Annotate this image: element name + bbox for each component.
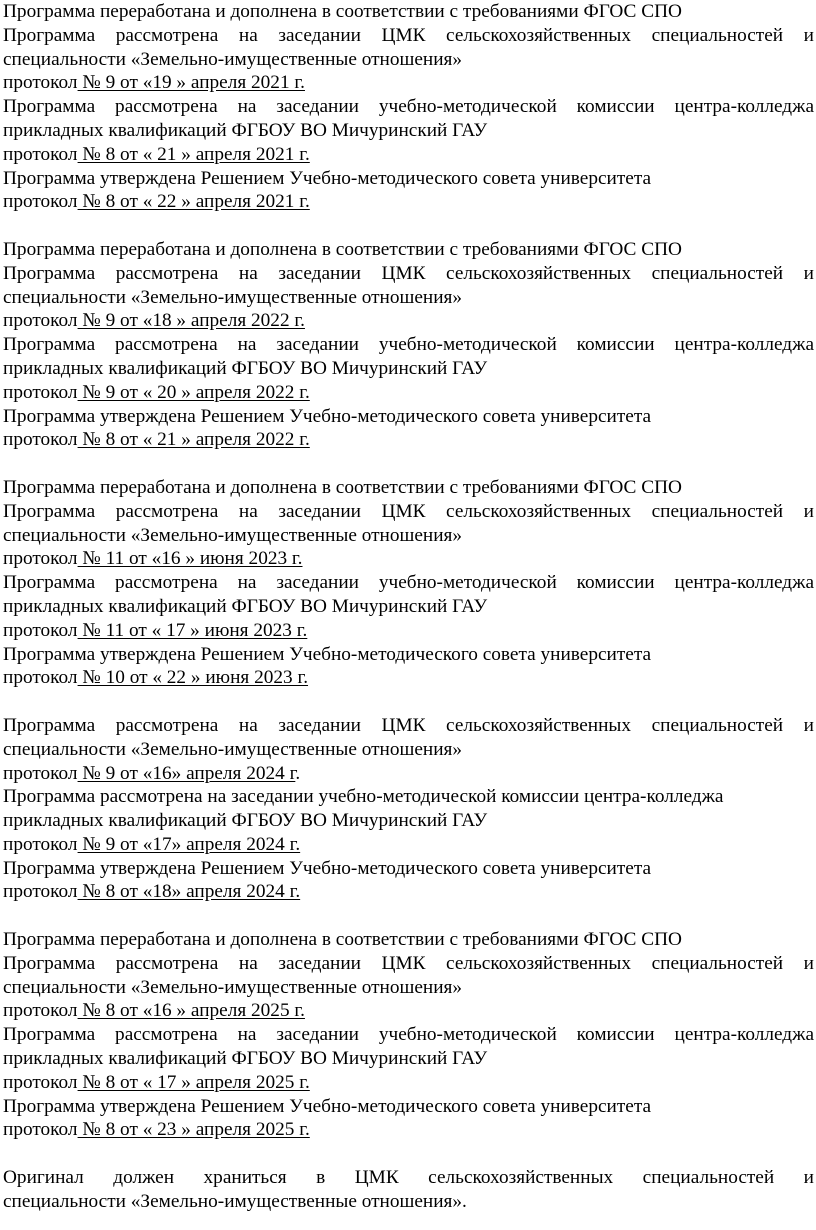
revised-note: Программа переработана и дополнена в соответствии с требованиями ФГОС СПО bbox=[3, 238, 682, 260]
cmk-specialty-line: специальности «Земельно-имущественные отношения» bbox=[3, 524, 463, 546]
protocol-number: № 11 от « 17 » июня 2023 г. bbox=[77, 619, 308, 641]
umk-institution-line: прикладных квалификаций ФГБОУ ВО Мичуринский ГАУ bbox=[3, 357, 488, 379]
protocol-prefix: протокол bbox=[3, 762, 78, 784]
cmk-protocol bbox=[3, 999, 814, 1023]
umk-protocol bbox=[3, 143, 814, 167]
protocol-number: № 8 от « 23 » апреля 2025 г. bbox=[77, 1119, 310, 1141]
protocol-number: № 8 от « 21 » апреля 2021 г. bbox=[77, 143, 310, 165]
cmk-specialty-line: специальности «Земельно-имущественные отношения» bbox=[3, 48, 463, 70]
revision-block-2025 bbox=[3, 928, 814, 1142]
storage-note-line1: Оригинал должен храниться в ЦМК сельскохозяйственных специальностей и bbox=[3, 1167, 814, 1189]
protocol-prefix: протокол bbox=[3, 833, 78, 855]
protocol-prefix: протокол bbox=[3, 548, 78, 570]
approved-protocol bbox=[3, 880, 814, 904]
cmk-review-line: Программа рассмотрена на заседании ЦМК сельскохозяйственных специальностей и bbox=[3, 952, 814, 974]
protocol-prefix: протокол bbox=[3, 381, 78, 403]
spacer bbox=[3, 690, 814, 714]
protocol-number: № 8 от « 17 » апреля 2025 г. bbox=[77, 1071, 310, 1093]
umk-protocol bbox=[3, 1071, 814, 1095]
protocol-prefix: протокол bbox=[3, 1000, 78, 1022]
umk-institution-line: прикладных квалификаций ФГБОУ ВО Мичуринский ГАУ bbox=[3, 810, 488, 832]
protocol-prefix: протокол bbox=[3, 881, 78, 903]
umk-institution-line: прикладных квалификаций ФГБОУ ВО Мичуринский ГАУ bbox=[3, 119, 488, 141]
revision-block-2024 bbox=[3, 714, 814, 904]
cmk-protocol bbox=[3, 71, 814, 95]
protocol-number: № 9 от «17» апреля 2024 г. bbox=[77, 833, 301, 855]
protocol-number: № 10 от « 22 » июня 2023 г. bbox=[77, 667, 309, 689]
cmk-specialty-line: специальности «Земельно-имущественные отношения» bbox=[3, 738, 463, 760]
approved-note: Программа утверждена Решением Учебно-методического совета университета bbox=[3, 857, 652, 879]
umk-review-line: Программа рассмотрена на заседании учебно-методической комиссии центра-колледжа bbox=[3, 96, 814, 118]
protocol-prefix: протокол bbox=[3, 191, 78, 213]
umk-review-line: Программа рассмотрена на заседании учебно-методической комиссии центра-колледжа bbox=[3, 1024, 814, 1046]
protocol-number: № 8 от «16 » апреля 2025 г. bbox=[77, 1000, 305, 1022]
revision-block-2021 bbox=[3, 0, 814, 214]
protocol-prefix: протокол bbox=[3, 1119, 78, 1141]
approved-protocol bbox=[3, 666, 814, 690]
protocol-number: № 9 от « 20 » апреля 2022 г. bbox=[77, 381, 310, 403]
spacer bbox=[3, 452, 814, 476]
protocol-prefix: протокол bbox=[3, 429, 78, 451]
revision-block-2022 bbox=[3, 238, 814, 452]
revision-block-2023 bbox=[3, 476, 814, 690]
spacer bbox=[3, 214, 814, 238]
protocol-number: № 9 от «16» апреля 2024 г bbox=[77, 762, 296, 784]
cmk-specialty-line: специальности «Земельно-имущественные отношения» bbox=[3, 976, 463, 998]
protocol-tail: . bbox=[295, 762, 301, 784]
cmk-review-line: Программа рассмотрена на заседании ЦМК сельскохозяйственных специальностей и bbox=[3, 500, 814, 522]
umk-review-line: Программа рассмотрена на заседании учебно-методической комиссии центра-колледжа bbox=[3, 786, 724, 808]
umk-protocol bbox=[3, 381, 814, 405]
cmk-protocol bbox=[3, 309, 814, 333]
umk-review-line: Программа рассмотрена на заседании учебно-методической комиссии центра-колледжа bbox=[3, 334, 814, 356]
cmk-review-line: Программа рассмотрена на заседании ЦМК сельскохозяйственных специальностей и bbox=[3, 262, 814, 284]
cmk-specialty-line: специальности «Земельно-имущественные отношения» bbox=[3, 286, 463, 308]
umk-protocol bbox=[3, 619, 814, 643]
protocol-number: № 9 от «19 » апреля 2021 г. bbox=[77, 72, 305, 94]
protocol-number: № 8 от «18» апреля 2024 г. bbox=[77, 881, 301, 903]
protocol-number: № 9 от «18 » апреля 2022 г. bbox=[77, 310, 305, 332]
approved-protocol bbox=[3, 428, 814, 452]
approved-note: Программа утверждена Решением Учебно-методического совета университета bbox=[3, 167, 652, 189]
protocol-prefix: протокол bbox=[3, 72, 78, 94]
protocol-number: № 11 от «16 » июня 2023 г. bbox=[77, 548, 303, 570]
approved-protocol bbox=[3, 190, 814, 214]
cmk-review-line: Программа рассмотрена на заседании ЦМК сельскохозяйственных специальностей и bbox=[3, 714, 814, 736]
approved-protocol bbox=[3, 1118, 814, 1142]
protocol-prefix: протокол bbox=[3, 143, 78, 165]
revised-note: Программа переработана и дополнена в соответствии с требованиями ФГОС СПО bbox=[3, 476, 682, 498]
approved-note: Программа утверждена Решением Учебно-методического совета университета bbox=[3, 405, 652, 427]
storage-note-line2: специальности «Земельно-имущественные отношения». bbox=[3, 1190, 467, 1212]
spacer bbox=[3, 904, 814, 928]
revised-note: Программа переработана и дополнена в соответствии с требованиями ФГОС СПО bbox=[3, 929, 682, 951]
storage-note bbox=[3, 1166, 814, 1214]
umk-protocol bbox=[3, 833, 814, 857]
spacer bbox=[3, 1142, 814, 1166]
protocol-prefix: протокол bbox=[3, 1071, 78, 1093]
cmk-protocol bbox=[3, 762, 814, 786]
protocol-prefix: протокол bbox=[3, 310, 78, 332]
umk-institution-line: прикладных квалификаций ФГБОУ ВО Мичуринский ГАУ bbox=[3, 1048, 488, 1070]
protocol-prefix: протокол bbox=[3, 619, 78, 641]
revised-note: Программа переработана и дополнена в соответствии с требованиями ФГОС СПО bbox=[3, 1, 682, 22]
document-page bbox=[3, 0, 814, 1214]
protocol-prefix: протокол bbox=[3, 667, 78, 689]
approved-note: Программа утверждена Решением Учебно-методического совета университета bbox=[3, 1095, 652, 1117]
protocol-number: № 8 от « 21 » апреля 2022 г. bbox=[77, 429, 310, 451]
umk-institution-line: прикладных квалификаций ФГБОУ ВО Мичуринский ГАУ bbox=[3, 595, 488, 617]
cmk-protocol bbox=[3, 547, 814, 571]
cmk-review-line: Программа рассмотрена на заседании ЦМК сельскохозяйственных специальностей и bbox=[3, 24, 814, 46]
protocol-number: № 8 от « 22 » апреля 2021 г. bbox=[77, 191, 310, 213]
umk-review-line: Программа рассмотрена на заседании учебно-методической комиссии центра-колледжа bbox=[3, 572, 814, 594]
approved-note: Программа утверждена Решением Учебно-методического совета университета bbox=[3, 643, 652, 665]
